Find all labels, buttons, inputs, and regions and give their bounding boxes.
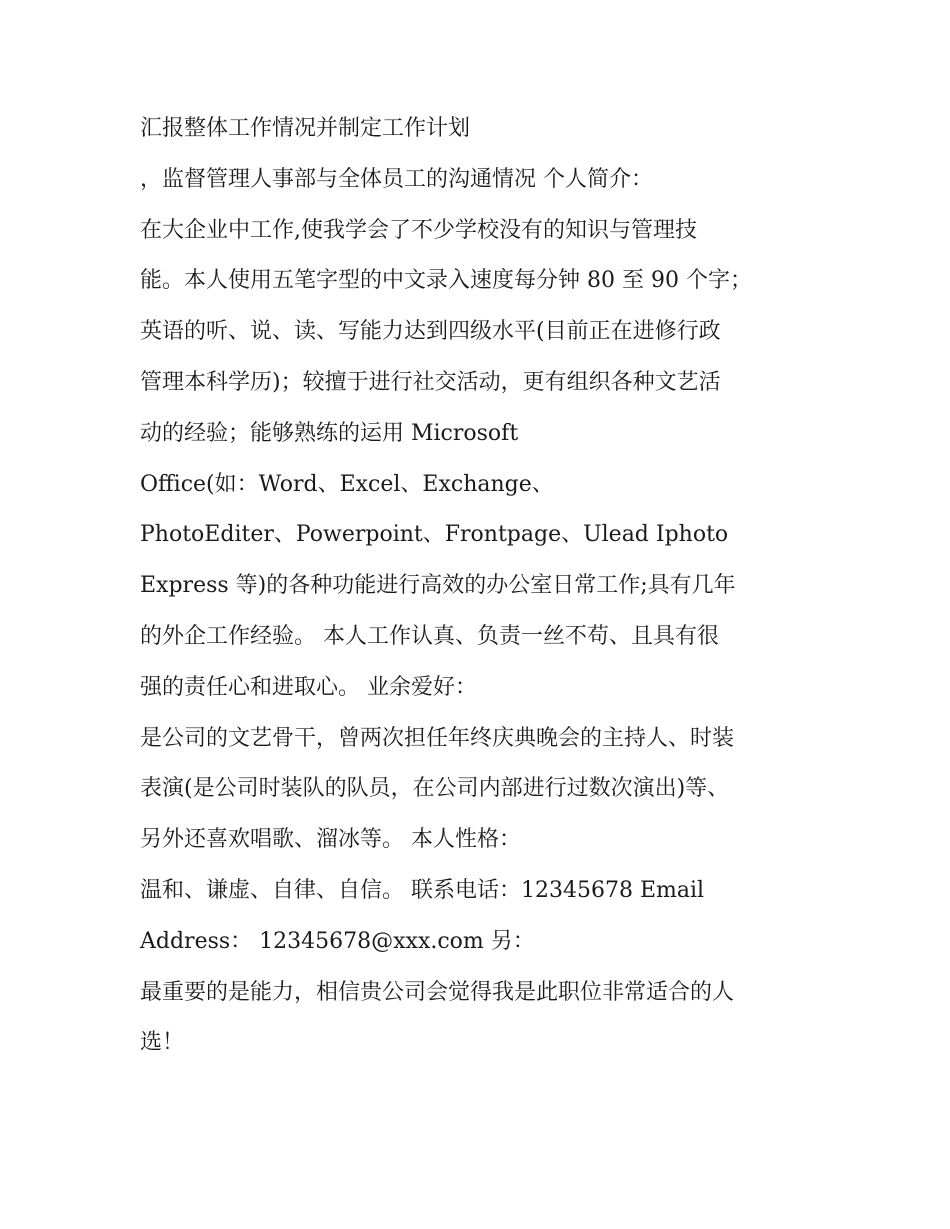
text-line: 英语的听、说、读、写能力达到四级水平(目前正在进修行政	[140, 319, 721, 345]
text-line: Address： 12345678@xxx.com 另：	[140, 928, 535, 954]
text-line: 能。本人使用五笔字型的中文录入速度每分钟 80 至 90 个字；	[140, 268, 752, 294]
text-line: Office(如：Word、Excel、Exchange、	[140, 471, 554, 497]
text-line: 表演(是公司时装队的队员，在公司内部进行过数次演出)等、	[140, 776, 730, 802]
document-body	[140, 111, 830, 1076]
text-line: 的外企工作经验。 本人工作认真、负责一丝不苟、且具有很	[140, 623, 719, 649]
text-line: 最重要的是能力，相信贵公司会觉得我是此职位非常适合的人	[140, 979, 735, 1005]
text-line: 动的经验；能够熟练的运用 Microsoft	[140, 420, 519, 446]
text-line: 选！	[140, 1030, 185, 1056]
text-line: 强的责任心和进取心。 业余爱好：	[140, 674, 477, 700]
text-line: ，监督管理人事部与全体员工的沟通情况 个人简介：	[140, 166, 653, 192]
text-line: 另外还喜欢唱歌、溜冰等。 本人性格：	[140, 827, 521, 853]
text-line: 在大企业中工作,使我学会了不少学校没有的知识与管理技	[140, 217, 697, 243]
text-line: Express 等)的各种功能进行高效的办公室日常工作;具有几年	[140, 573, 736, 599]
text-line: 管理本科学历)；较擅于进行社交活动，更有组织各种文艺活	[140, 369, 721, 395]
text-line: PhotoEditer、Powerpoint、Frontpage、Ulead Iphoto	[140, 522, 729, 548]
text-line: 温和、谦虚、自律、自信。 联系电话：12345678 Email	[140, 877, 705, 903]
text-line: 汇报整体工作情况并制定工作计划	[140, 116, 471, 141]
text-line: 是公司的文艺骨干，曾两次担任年终庆典晚会的主持人、时装	[140, 725, 735, 751]
